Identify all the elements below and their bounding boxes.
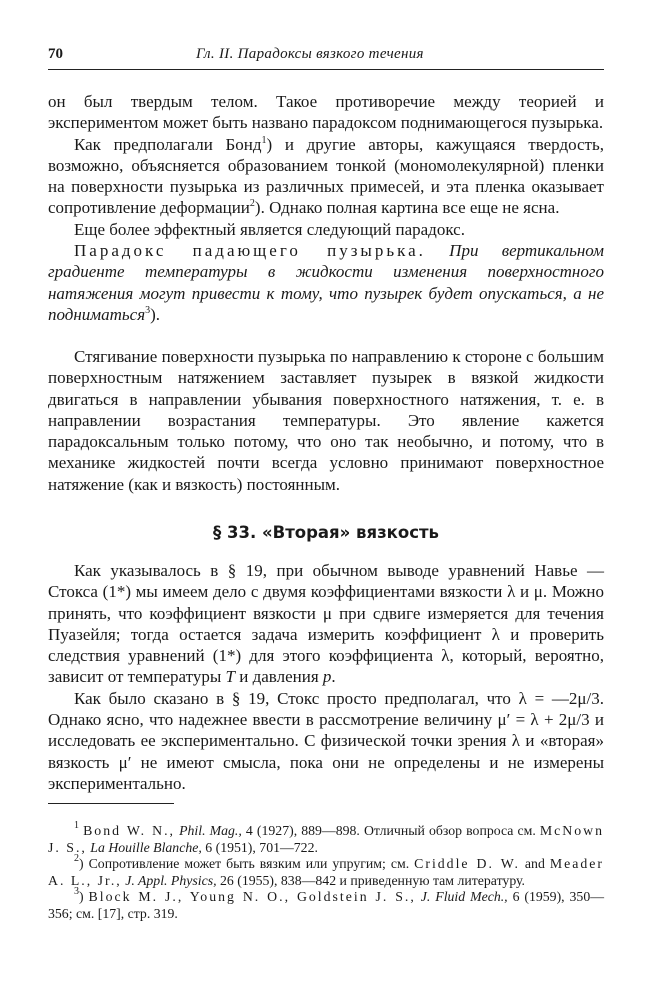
paragraph: Стягивание поверхности пузырька по направлению к стороне с большим поверхностным натяжением заставляет пузырек в вязкой жидкости двигаться в направлении убывания поверхностного натяжения, т. е. в направлении возрастания температуры. Это явление кажется парадоксальным только потому, что оно так необычно, и потому, что в механике жидкостей почти всегда условно принимают поверхностное натяжение (как и вязкость) постоянным. [48, 347, 604, 494]
footnote-ref[interactable]: 3 [145, 304, 151, 316]
footnote-author: Block M. J., Young N. O., Goldstein J. S., [88, 889, 416, 904]
paragraph-text: Как указывалось в § 19, при обычном выводе уравнений Навье — Стокса (1*) мы имеем дело с двумя коэффициентами вязкости λ и μ. Можно принять, что коэффициент вязкости μ при сдвиге измеряется для течения Пуазейля; тогда остается задача измерить коэффициент λ и проверить следствия уравнений (1*) для этого коэффициента λ, который, вероятно, зависит от температуры [48, 561, 604, 687]
paradox-text: При вертикальном градиенте температуры в жидкости изменения поверхностного натяжения могут привести к тому, что пузырек будет опускаться, а не подниматься [48, 241, 604, 324]
symbol-p: p [322, 667, 332, 687]
paragraph-text: Еще более эффектный является следующий парадокс. [74, 219, 465, 239]
section-heading: § 33. «Вторая» вязкость [213, 523, 439, 542]
footnote-1 [48, 820, 604, 856]
paragraph-text: Как было сказано в § 19, Стокс просто предполагал, что λ = —2μ/3. Однако ясно, что надежнее ввести в рассмотрение величину μ′ = λ + 2μ/3 и исследовать ее экспериментально. С физической точки зрения λ и «вторая» вязкость μ′ не имеют смысла, пока они не определены и не измерены экспериментально. [48, 688, 604, 793]
page-number: 70 [48, 46, 63, 62]
footnote-author: Meader A. L., Jr., [48, 856, 604, 888]
symbol-T: T [225, 667, 235, 687]
paragraph-text: и давления [235, 667, 323, 687]
paragraph-text: ). [150, 304, 161, 324]
footnotes [48, 820, 605, 922]
footnote-text: 6 (1951), 701—722. [201, 839, 318, 855]
paradox-name: Парадокс падающего пузырька. [74, 241, 426, 261]
paragraph-text: . [331, 667, 336, 687]
text-block-3 [48, 560, 604, 794]
footnote-journal: La Houille Blanche, [90, 839, 202, 855]
footnote-rule [48, 803, 174, 804]
footnote-ref[interactable]: 2 [249, 198, 255, 210]
footnote-mark: 1 [74, 820, 79, 831]
footnote-mark: 2 [74, 853, 79, 864]
paragraph-text: он был твердым телом. Такое противоречие между теорией и экспериментом может быть названо парадоксом поднимающегося пузырька. [48, 92, 604, 133]
footnote-text: ) Сопротивление может быть вязким или упругим; см. [79, 856, 415, 871]
paragraph-text: Как предполагали Бонд [74, 134, 262, 154]
footnote-journal: J. Fluid Mech., [420, 889, 508, 904]
running-title: Гл. II. Парадоксы вязкого течения [196, 46, 424, 62]
paragraph [48, 219, 604, 240]
footnote-text: and [519, 856, 550, 871]
footnote-journal: Phil. Mag., [179, 823, 242, 838]
paragraph [48, 134, 604, 219]
paragraph [48, 560, 604, 688]
paragraph-text: ) и другие авторы, кажущаяся твердость, возможно, объясняется образованием тонкой (мономолекулярной) пленки на поверхности пузырька из различных примесей, и эта пленка оказывает сопротивление деформации [48, 134, 604, 218]
text-block-2 [48, 346, 604, 495]
footnote-text: 6 (1959), 350—356; см. [17], стр. 319. [48, 889, 605, 921]
footnote-2 [48, 853, 604, 889]
footnote-author: Criddle D. W. [414, 856, 520, 871]
footnote-ref[interactable]: 1 [261, 134, 267, 146]
paragraph-text: ). Однако полная картина все еще не ясна. [254, 198, 560, 218]
footnote-author: McNown J. S., [48, 823, 604, 855]
footnote-mark: 3 [74, 886, 79, 897]
paragraph [48, 91, 604, 134]
footnote-journal: J. Appl. Physics, [125, 872, 217, 888]
footnote-3: $^3$) Block M. J., Young N. O., Goldstein J. S., J. Fluid Mech., 6 (1959), 350—356; см. [17], стр. 319. [48, 886, 605, 921]
running-header [48, 46, 604, 68]
footnote-author: Bond W. N., [83, 823, 175, 838]
footnote-text: 26 (1955), 838—842 и приведенную там литературу. [216, 872, 526, 888]
paragraph [48, 688, 604, 794]
text-block-1 [48, 91, 604, 325]
header-rule [48, 69, 604, 70]
paradox-statement [48, 240, 604, 325]
footnote-text: 4 (1927), 889—898. Отличный обзор вопроса см. [241, 823, 540, 838]
